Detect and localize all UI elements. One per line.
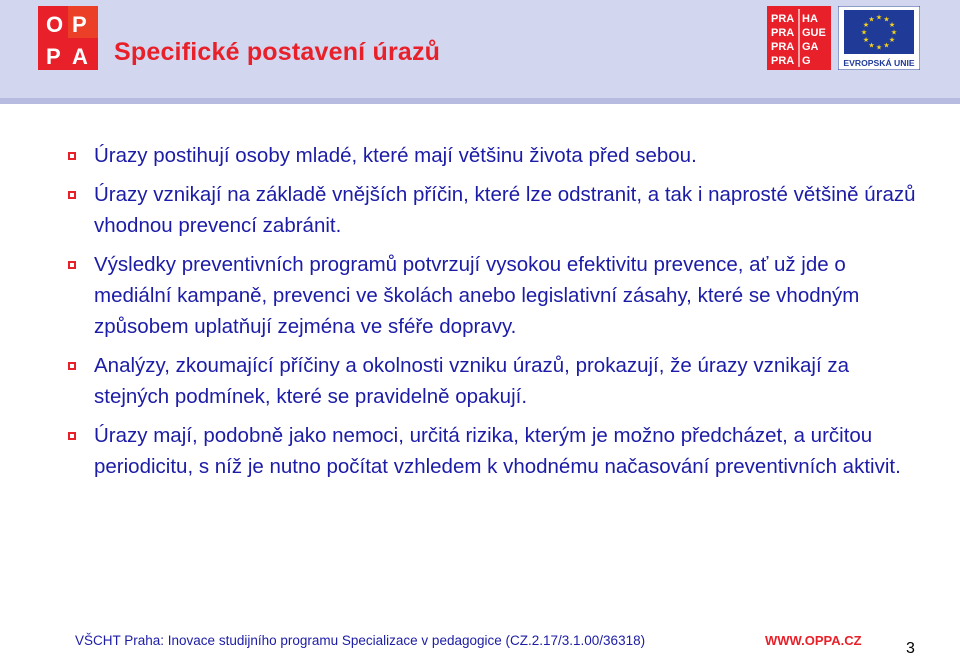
bullet-square-icon (68, 191, 76, 199)
list-item (68, 350, 928, 412)
eu-flag-logo (838, 6, 920, 70)
eu-star-icon: ★ (875, 44, 883, 52)
eu-star-icon: ★ (890, 29, 898, 37)
eu-caption: EVROPSKÁ UNIE (843, 58, 915, 68)
prague-cell: PRA (771, 27, 795, 39)
footer-project-text: VŠCHT Praha: Inovace studijního programu Specializace v pedagogice (CZ.2.17/3.1.00/36318) (75, 633, 646, 648)
prague-cell: G (802, 55, 811, 67)
footer-url-link[interactable]: WWW.OPPA.CZ (765, 633, 862, 648)
page-title: Specifické postavení úrazů (114, 38, 441, 66)
page-number: 3 (906, 640, 915, 657)
oppa-letter-o: O (46, 12, 64, 37)
prague-cell: PRA (771, 13, 795, 25)
eu-star-icon: ★ (862, 22, 870, 29)
oppa-letter-p1: P (72, 12, 87, 37)
oppa-letter-a: A (72, 44, 88, 69)
eu-star-icon: ★ (860, 29, 868, 37)
bullet-text: Úrazy mají, podobně jako nemoci, určitá rizika, kterým je možno předcházet, a určitou periodicitu, s níž je nutno počítat vzhledem k vhodnému načasování preventivních aktivit. (94, 424, 901, 478)
prague-cell: GUE (802, 27, 826, 39)
bullet-list (68, 140, 928, 490)
eu-star-icon: ★ (868, 42, 875, 50)
list-item (68, 420, 928, 482)
eu-star-icon: ★ (888, 22, 896, 29)
bullet-text: Úrazy vznikají na základě vnějších příčin, které lze odstranit, a tak i naprosté většině úrazů vhodnou prevencí zabránit. (94, 183, 916, 237)
eu-star-icon: ★ (883, 42, 890, 50)
prague-cell: HA (802, 13, 818, 25)
bullet-square-icon (68, 432, 76, 440)
oppa-logo (38, 6, 98, 70)
bullet-text: Úrazy postihují osoby mladé, které mají většinu života před sebou. (94, 144, 697, 167)
prague-cell: GA (802, 41, 819, 53)
bullet-square-icon (68, 261, 76, 269)
eu-star-icon: ★ (868, 16, 875, 24)
prague-cell: PRA (771, 55, 795, 67)
prague-cell: PRA (771, 41, 795, 53)
eu-star-icon: ★ (888, 37, 896, 44)
bullet-text: Výsledky preventivních programů potvrzují vysokou efektivitu prevence, ať už jde o mediální kampaně, prevenci ve školách anebo legislativní zásahy, které se vhodným způsobem uplatňují zejména ve sféře dopravy. (94, 253, 860, 338)
list-item (68, 140, 928, 171)
eu-star-icon: ★ (875, 14, 883, 22)
list-item (68, 249, 928, 342)
bullet-text: Analýzy, zkoumající příčiny a okolnosti vzniku úrazů, prokazují, že úrazy vznikají za stejných podmínek, které se pravidelně opakují. (94, 354, 850, 408)
eu-star-icon: ★ (883, 16, 890, 24)
bullet-square-icon (68, 362, 76, 370)
eu-star-icon: ★ (862, 37, 870, 44)
bullet-square-icon (68, 152, 76, 160)
oppa-letter-p2: P (46, 44, 61, 69)
list-item (68, 179, 928, 241)
prague-logo (767, 6, 831, 70)
